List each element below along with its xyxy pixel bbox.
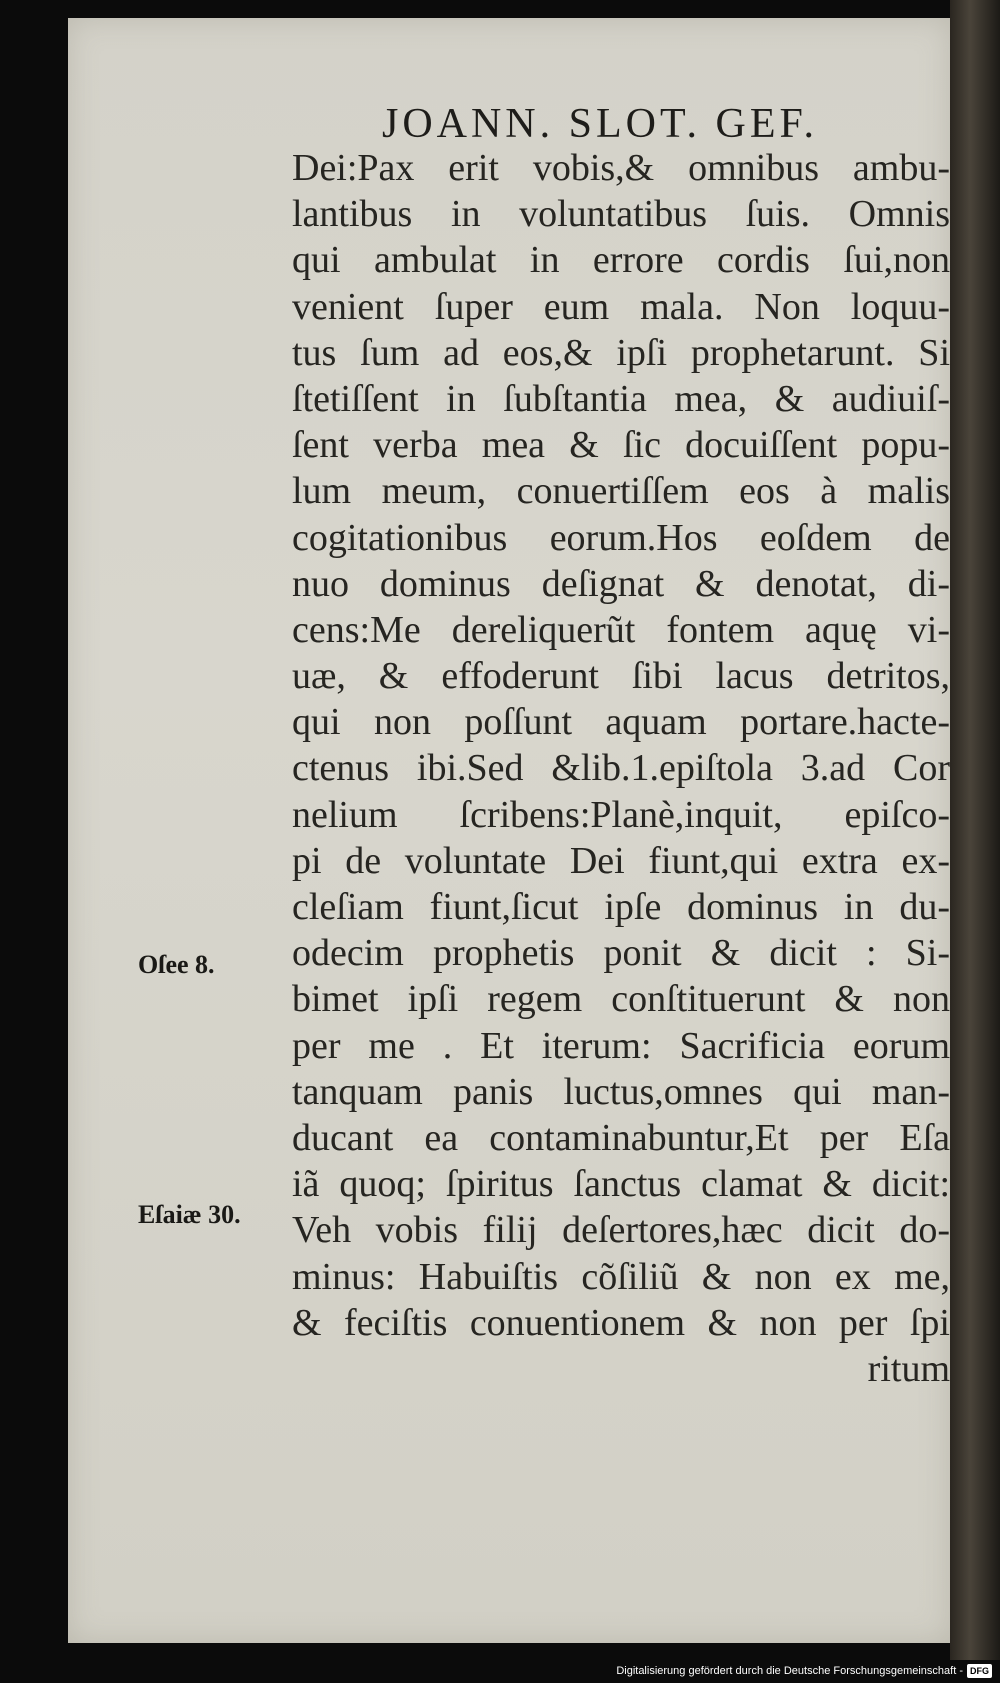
running-head: JOANN. SLOT. GEF. — [381, 101, 819, 147]
text-line: cogitationibus eorum.Hos eoſdem de — [292, 516, 950, 559]
catchword: ritum — [867, 1347, 950, 1390]
text-line: odecim prophetis ponit & dicit : Si- — [292, 932, 950, 975]
margin-note-osee: Oſee 8. — [138, 950, 215, 979]
text-line: bimet ipſi regem conſtituerunt & non — [292, 978, 950, 1021]
text-line: tus ſum ad eos,& ipſi prophetarunt. Si — [292, 331, 950, 374]
text-line: lantibus in voluntatibus ſuis. Omnis — [292, 193, 950, 236]
text-line: iã quoq; ſpiritus ſanctus clamat & dicit: — [292, 1163, 950, 1206]
text-line: nelium ſcribens:Planè,inquit, epiſco- — [292, 793, 950, 836]
text-line: ſtetiſſent in ſubſtantia mea, & audiuiſ- — [292, 377, 950, 420]
dfg-logo-icon: DFG — [967, 1664, 992, 1678]
text-line: uæ, & effoderunt ſibi lacus detritos, — [292, 655, 950, 698]
main-text-block — [292, 145, 950, 1392]
book-edge — [950, 0, 1000, 1660]
margin-note-esaiae: Eſaiæ 30. — [138, 1200, 241, 1229]
text-line: pi de voluntate Dei fiunt,qui extra ex- — [292, 839, 950, 882]
text-line: ctenus ibi.Sed &lib.1.epiſtola 3.ad Cor — [292, 747, 950, 790]
text-line: ducant ea contaminabuntur,Et per Eſa — [292, 1116, 950, 1159]
text-line: lum meum, conuertiſſem eos à malis — [292, 470, 950, 513]
text-line: tanquam panis luctus,omnes qui man- — [292, 1070, 950, 1113]
text-line: Dei:Pax erit vobis,& omnibus ambu- — [292, 147, 950, 189]
text-line: venient ſuper eum mala. Non loquu- — [292, 285, 950, 328]
text-line: qui non poſſunt aquam portare.hacte- — [292, 701, 950, 744]
text-line: nuo dominus deſignat & denotat, di- — [292, 562, 950, 605]
text-line: ſent verba mea & ſic docuiſſent popu- — [292, 424, 950, 467]
text-line: per me . Et iterum: Sacrificia eorum — [292, 1024, 950, 1067]
text-line: minus: Habuiſtis cõſiliũ & non ex me, — [292, 1255, 950, 1298]
text-line: qui ambulat in errore cordis ſui,non — [292, 239, 950, 282]
digitization-footer — [616, 1661, 992, 1681]
footer-credit: Digitalisierung gefördert durch die Deutsche Forschungsgemeinschaft - — [616, 1665, 963, 1677]
text-line: Veh vobis filij deſertores,hæc dicit do- — [292, 1209, 950, 1252]
text-line: cens:Me dereliquerũt fontem aquę vi- — [292, 608, 950, 651]
text-line: cleſiam fiunt,ſicut ipſe dominus in du- — [292, 886, 950, 928]
text-line: & feciſtis conuentionem & non per ſpi — [292, 1301, 950, 1344]
